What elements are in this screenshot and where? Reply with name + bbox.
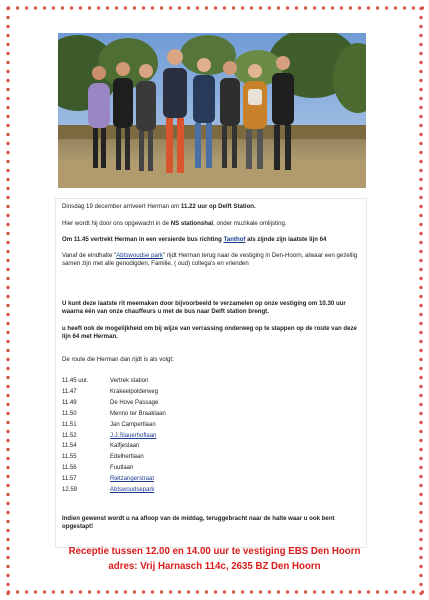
route-row: 11.57 Rietzangerstraat	[62, 474, 362, 485]
border-dots-bottom	[4, 587, 425, 597]
route-row: 11.49 De Hove Passage	[62, 399, 159, 406]
link-abtswoudse-park[interactable]: Abtswoudse park	[116, 252, 163, 259]
border-dots-right	[416, 4, 426, 596]
link-slauerhoflaan[interactable]: J.J.Slauerhoflaan	[110, 432, 157, 439]
route-schedule	[62, 376, 362, 496]
paragraph-return-info: Indien gewenst wordt u na afloop van de middag, teruggebracht naar de halte waar u ook bent opgestapt!	[62, 515, 335, 530]
route-row: 11.45 uur. Vertrek station	[62, 378, 149, 384]
route-row: 11.51 Jan Campertlaan	[62, 421, 156, 428]
paragraph-return: Vanaf de eindhalte "Abtswoudse park" rijdt Herman terug naar de vestiging in Den-Hoorn, alwaar een gezellig samen zijn met alle genodigden, Familie, ( oud) collega's en vrienden	[62, 252, 358, 267]
route-row: 12.59 Abtswoudsepark	[62, 485, 362, 496]
route-row: 11.56 Fuutlaan	[62, 465, 134, 472]
route-row: 11.55 Edelhertlaan	[62, 454, 144, 461]
link-rietzangerstraat[interactable]: Rietzangerstraat	[110, 476, 155, 483]
paragraph-arrival: Dinsdag 19 december arriveert Herman om 11.22 uur op Delft Station.	[62, 203, 256, 210]
border-dots-top	[4, 3, 425, 13]
paragraph-surprise: u heeft ook de mogelijkheid om bij wijze van verrassing onderweg op te stappen op de route van deze lijn 64 met Herman.	[62, 325, 357, 340]
paragraph-route-intro: De route die Herman dan rijdt is als volgt;	[62, 356, 174, 363]
footer-address: adres: Vrij Harnasch 114c, 2635 BZ Den Hoorn	[108, 561, 321, 572]
paragraph-join-ride: U kunt deze laatste rit meemaken door bijvoorbeeld te verzamelen op onze vestiging om 10.30 uur waarna één van onze chauffeurs u met de bus naar Delft station brengt.	[62, 300, 346, 315]
route-row: 11.52 J.J.Slauerhoflaan	[62, 431, 362, 442]
paragraph-welcome: Hier wordt hij door ons opgewacht in de NS stationshal, onder muzikale omlijsting.	[62, 220, 287, 227]
link-tanthof[interactable]: Tanthof	[223, 236, 246, 243]
footer-reception: Receptie tussen 12.00 en 14.00 uur te vestiging EBS Den Hoorn	[68, 546, 361, 557]
route-row: 11.50 Menno ter Braaklaan	[62, 410, 166, 417]
group-photo	[58, 33, 366, 188]
route-row: 11.54 Kalfjeslaan	[62, 443, 140, 450]
link-abtswoudsepark[interactable]: Abtswoudsepark	[110, 487, 155, 494]
paragraph-departure: Om 11.45 vertrekt Herman in een versierde bus richting Tanthof als zijnde zijn laatste lijn 64	[62, 236, 327, 243]
route-row: 11.47 Krakeelpolderweg	[62, 388, 159, 395]
border-dots-left	[3, 4, 13, 596]
